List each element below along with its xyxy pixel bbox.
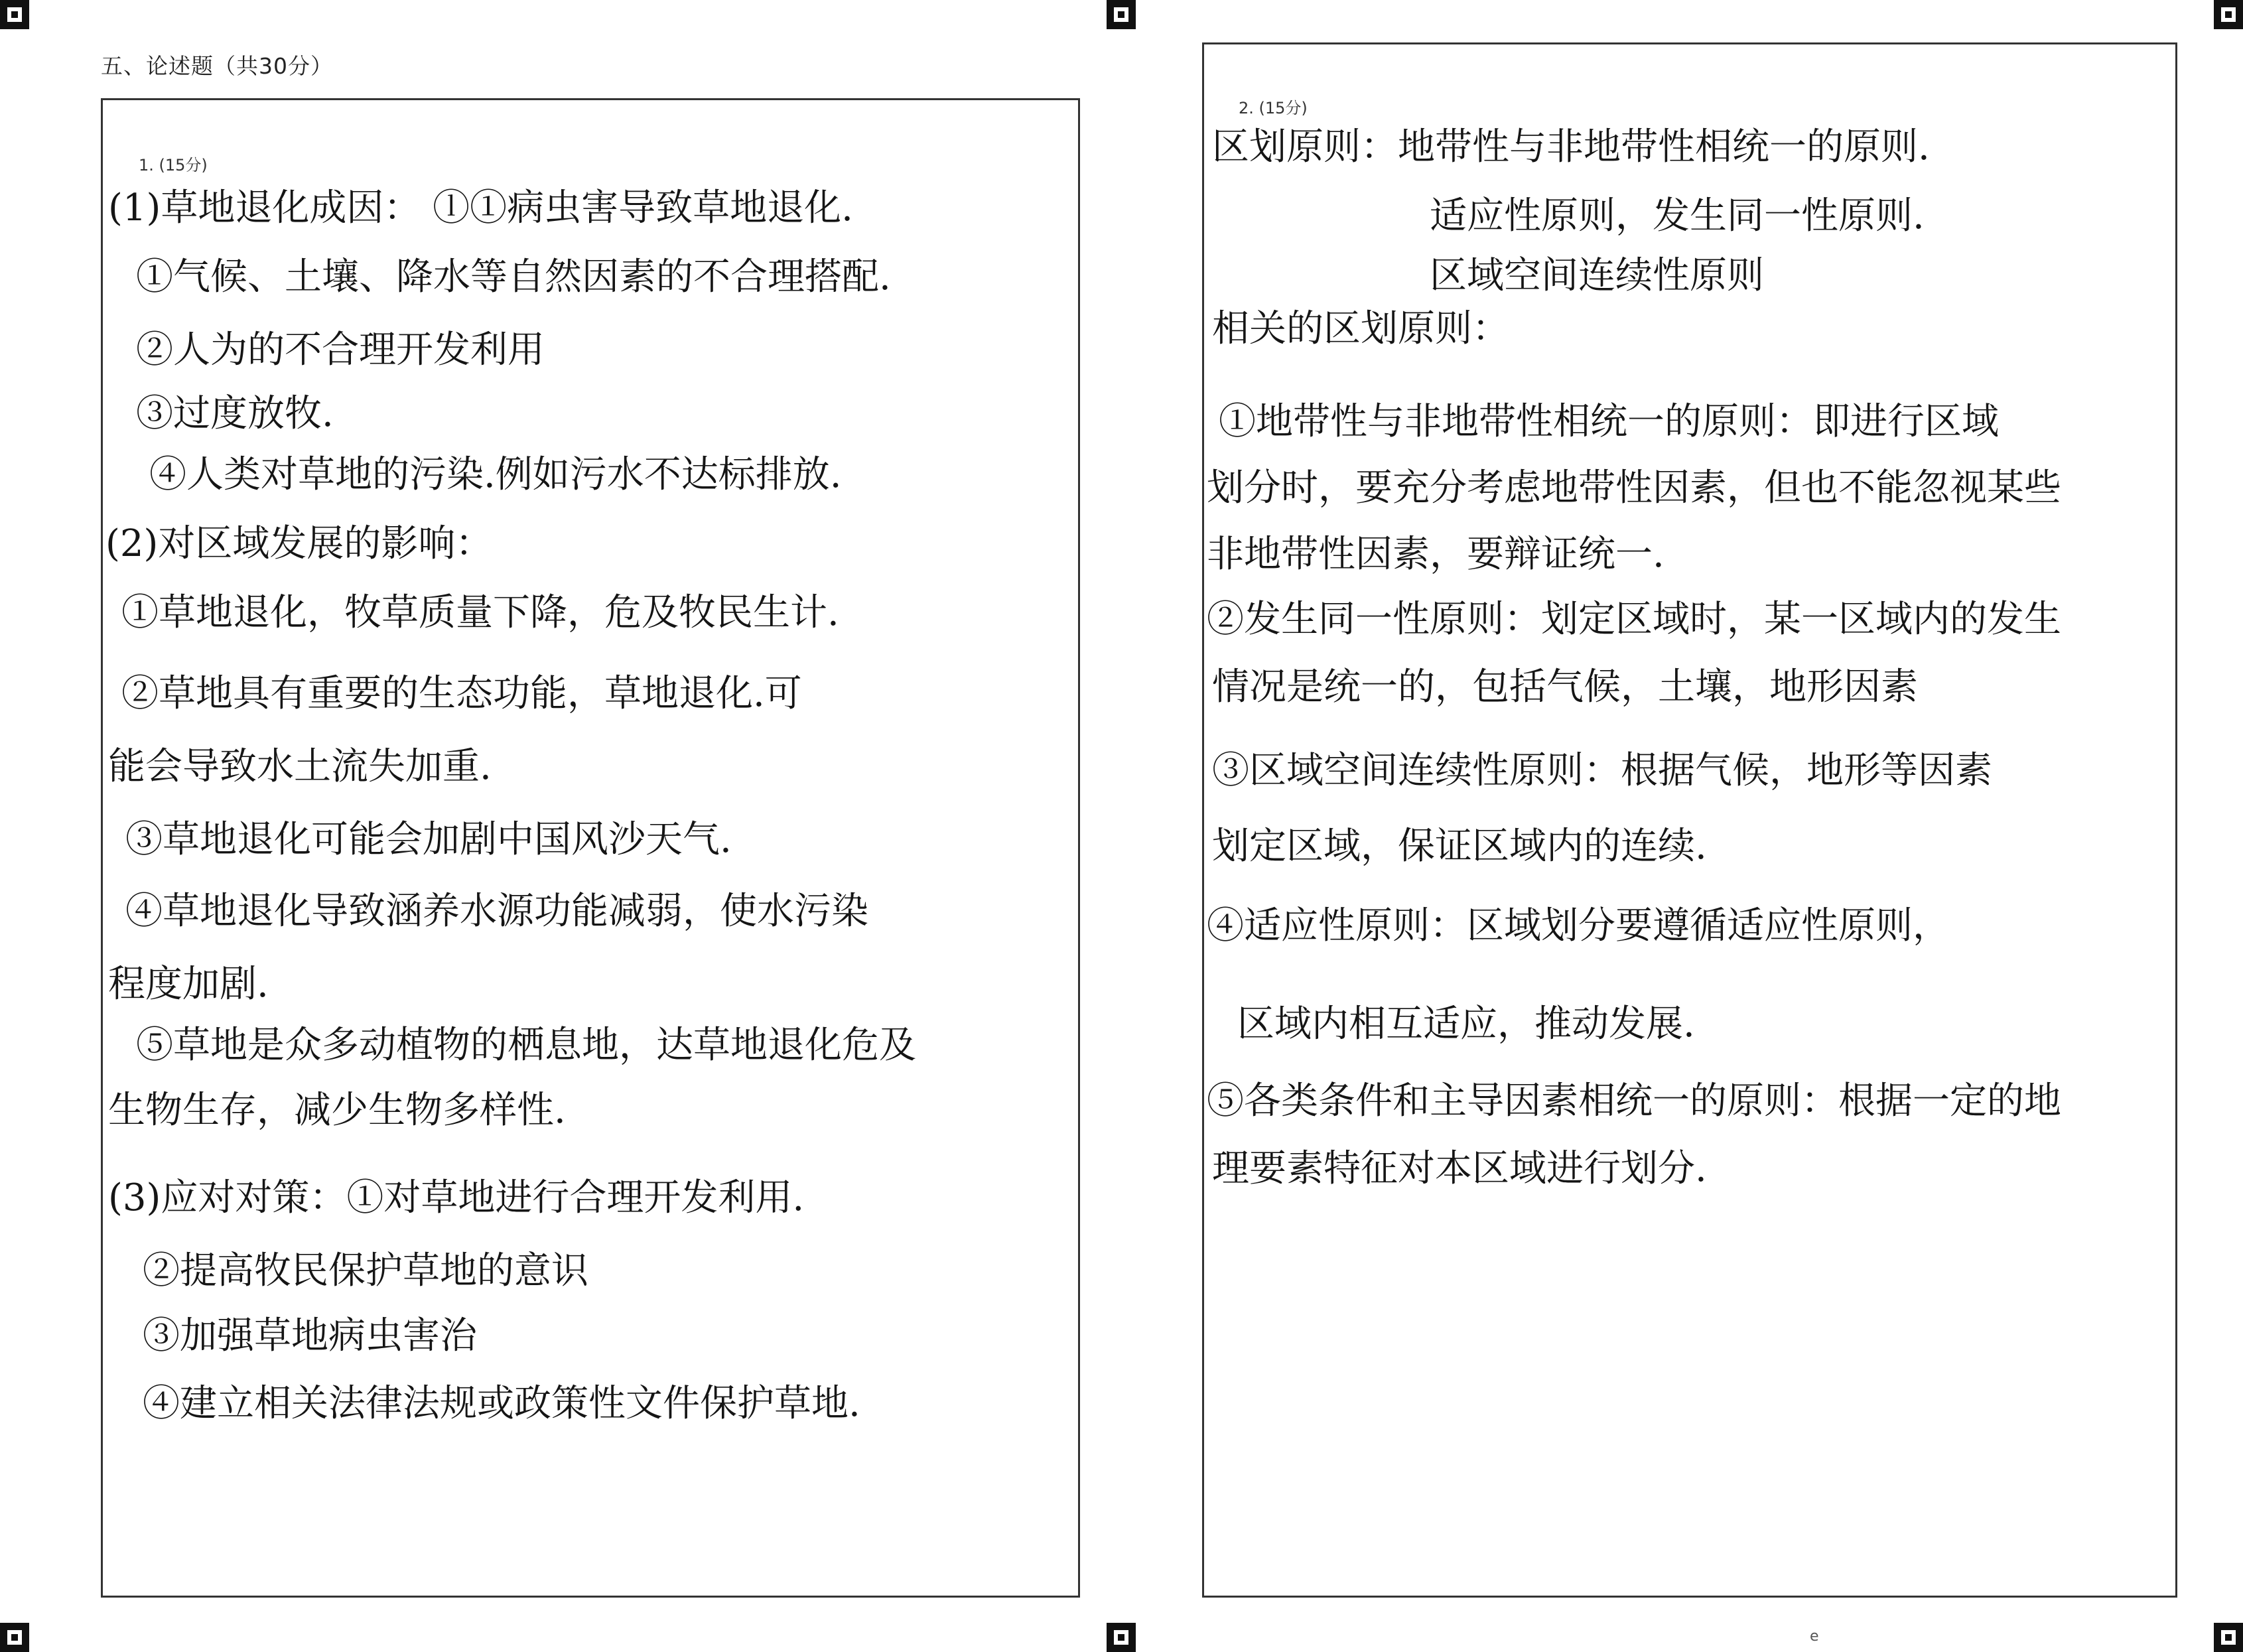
answer-line: ④建立相关法律法规或政策性文件保护草地. bbox=[143, 1382, 860, 1425]
answer-line: 适应性原则，发生同一性原则. bbox=[1430, 194, 1925, 238]
answer-line: 情况是统一的，包括气候，土壤，地形因素 bbox=[1212, 665, 1918, 709]
section-header: 五、论述题（共30分） bbox=[101, 53, 333, 79]
registration-marker-bottom-left bbox=[0, 1623, 29, 1652]
answer-line: ③加强草地病虫害治 bbox=[143, 1314, 477, 1357]
answer-box-question-1 bbox=[101, 98, 1080, 1598]
answer-line: ②人为的不合理开发利用 bbox=[136, 328, 545, 372]
answer-line: 生物生存，减少生物多样性. bbox=[108, 1089, 566, 1132]
registration-marker-top-right bbox=[2214, 0, 2243, 29]
answer-line: ③草地退化可能会加剧中国风沙天气. bbox=[125, 818, 732, 861]
registration-marker-bottom-right bbox=[2214, 1623, 2243, 1652]
answer-line: 程度加剧. bbox=[108, 963, 269, 1006]
answer-line: 理要素特征对本区域进行划分. bbox=[1212, 1147, 1707, 1190]
answer-line: 区划原则：地带性与非地带性相统一的原则. bbox=[1212, 125, 1930, 169]
answer-line: (2)对区域发展的影响： bbox=[105, 522, 493, 565]
answer-line: ②发生同一性原则：划定区域时，某一区域内的发生 bbox=[1207, 598, 2061, 641]
registration-marker-top-left bbox=[0, 0, 29, 29]
answer-line: ③区域空间连续性原则：根据气候，地形等因素 bbox=[1212, 749, 1992, 792]
answer-line: ②提高牧民保护草地的意识 bbox=[143, 1249, 588, 1292]
answer-line: 划分时，要充分考虑地带性因素，但也不能忽视某些 bbox=[1207, 466, 2061, 510]
answer-line: 相关的区划原则： bbox=[1212, 307, 1509, 350]
answer-line: ①气候、土壤、降水等自然因素的不合理搭配. bbox=[136, 255, 891, 299]
answer-line: (1)草地退化成因： ⓛ①病虫害导致草地退化. bbox=[108, 186, 853, 230]
question-1-label: 1. (15分) bbox=[139, 156, 208, 174]
registration-marker-top-center bbox=[1107, 0, 1136, 29]
answer-line: 能会导致水土流失加重. bbox=[108, 745, 492, 788]
answer-line: ①草地退化，牧草质量下降，危及牧民生计. bbox=[121, 591, 839, 634]
answer-box-question-2 bbox=[1202, 42, 2177, 1598]
answer-line: ③过度放牧. bbox=[136, 392, 334, 435]
answer-line: 非地带性因素，要辩证统一. bbox=[1207, 533, 1665, 576]
answer-line: ④人类对草地的污染.例如污水不达标排放. bbox=[149, 453, 842, 496]
answer-line: ④草地退化导致涵养水源功能减弱，使水污染 bbox=[125, 890, 868, 933]
answer-line: ④适应性原则：区域划分要遵循适应性原则， bbox=[1207, 904, 1950, 947]
answer-line: ②草地具有重要的生态功能，草地退化.可 bbox=[121, 672, 802, 715]
stray-pen-mark: e bbox=[1810, 1628, 1819, 1645]
registration-marker-bottom-center bbox=[1107, 1623, 1136, 1652]
question-2-label: 2. (15分) bbox=[1239, 99, 1308, 117]
answer-line: 区域内相互适应，推动发展. bbox=[1237, 1002, 1695, 1046]
answer-line: 区域空间连续性原则 bbox=[1430, 254, 1764, 297]
answer-line: ⑤草地是众多动植物的栖息地，达草地退化危及 bbox=[136, 1024, 916, 1067]
answer-line: ①地带性与非地带性相统一的原则：即进行区域 bbox=[1219, 400, 1999, 443]
answer-line: ⑤各类条件和主导因素相统一的原则：根据一定的地 bbox=[1207, 1079, 2061, 1123]
answer-line: (3)应对对策：①对草地进行合理开发利用. bbox=[108, 1176, 805, 1219]
answer-line: 划定区域，保证区域内的连续. bbox=[1212, 825, 1707, 868]
